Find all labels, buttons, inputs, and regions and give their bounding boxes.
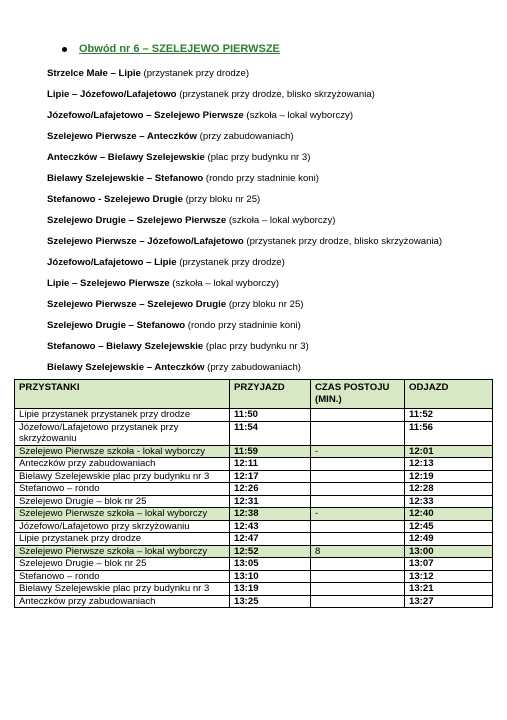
route-detail: (szkoła – lokal wyborczy) (169, 278, 279, 289)
arrival-cell: 12:31 (230, 495, 311, 508)
route-item (47, 151, 497, 172)
route-list (47, 67, 497, 382)
route-detail: (przy bloku nr 25) (226, 299, 304, 310)
departure-cell: 12:45 (405, 520, 493, 533)
route-segment: Szelejewo Pierwsze – Szelejewo Drugie (47, 299, 227, 310)
route-segment: Bielawy Szelejewskie – Stefanowo (47, 173, 204, 184)
arrival-cell: 12:17 (230, 470, 311, 483)
section-heading (62, 43, 280, 55)
route-item (47, 88, 497, 109)
stay-cell (311, 421, 405, 445)
arrival-cell: 12:11 (230, 458, 311, 471)
route-segment: Lipie – Józefowo/Lafajetowo (47, 89, 177, 100)
route-segment: Szelejewo Drugie – Szelejewo Pierwsze (47, 215, 227, 226)
departure-cell: 13:07 (405, 558, 493, 571)
arrival-cell: 13:25 (230, 595, 311, 608)
departure-cell: 12:33 (405, 495, 493, 508)
route-item (47, 109, 497, 130)
stay-cell: - (311, 445, 405, 458)
route-detail: (rondo przy stadninie koni) (203, 173, 319, 184)
departure-cell: 12:01 (405, 445, 493, 458)
route-detail: (przystanek przy drodze) (140, 68, 250, 79)
arrival-cell: 12:26 (230, 483, 311, 496)
route-detail: (przystanek przy drodze, blisko skrzyżowania) (243, 236, 443, 247)
route-segment: Anteczków – Bielawy Szelejewskie (47, 152, 205, 163)
table-row (15, 533, 493, 546)
table-row (15, 545, 493, 558)
route-detail: (przystanek przy drodze, blisko skrzyżowania) (176, 89, 375, 100)
departure-cell: 13:00 (405, 545, 493, 558)
stop-cell: Szelejewo Drugie – blok nr 25 (15, 495, 230, 508)
table-row (15, 470, 493, 483)
route-detail: (plac przy budynku nr 3) (203, 341, 309, 352)
route-segment: Strzelce Małe – Lipie (47, 68, 141, 79)
stay-cell (311, 409, 405, 422)
route-item (47, 214, 497, 235)
route-item (47, 298, 497, 319)
stay-cell (311, 583, 405, 596)
route-segment: Szelejewo Pierwsze – Józefowo/Lafajetowo (47, 236, 244, 247)
stay-cell (311, 470, 405, 483)
route-item (47, 277, 497, 298)
stop-cell: Józefowo/Lafajetowo przystanek przy skrzyżowaniu (15, 421, 230, 445)
stop-cell: Józefowo/Lafajetowo przy skrzyżowaniu (15, 520, 230, 533)
schedule-table (14, 379, 493, 608)
route-detail: (rondo przy stadninie koni) (185, 320, 301, 331)
route-segment: Józefowo/Lafajetowo – Szelejewo Pierwsze (47, 110, 244, 121)
table-row (15, 570, 493, 583)
arrival-cell: 12:47 (230, 533, 311, 546)
stop-cell: Szelejewo Pierwsze szkoła – lokal wyborczy (15, 508, 230, 521)
stop-cell: Szelejewo Drugie – blok nr 25 (15, 558, 230, 571)
route-detail: (przy zabudowaniach) (204, 362, 302, 373)
stop-cell: Bielawy Szelejewskie plac przy budynku nr 3 (15, 470, 230, 483)
route-detail: (przy bloku nr 25) (182, 194, 261, 205)
arrival-cell: 12:52 (230, 545, 311, 558)
route-item (47, 340, 497, 361)
table-row (15, 583, 493, 596)
route-item (47, 256, 497, 277)
table-row (15, 458, 493, 471)
stay-cell: - (311, 508, 405, 521)
table-row (15, 409, 493, 422)
stop-cell: Stefanowo – rondo (15, 483, 230, 496)
route-detail: (przystanek przy drodze) (176, 257, 285, 268)
route-item (47, 235, 497, 256)
stay-cell (311, 558, 405, 571)
arrival-cell: 13:05 (230, 558, 311, 571)
stop-cell: Lipie przystanek przystanek przy drodze (15, 409, 230, 422)
table-row (15, 421, 493, 445)
stop-cell: Lipie przystanek przy drodze (15, 533, 230, 546)
route-detail: (szkoła – lokal wyborczy) (243, 110, 354, 121)
departure-cell: 12:49 (405, 533, 493, 546)
header-departure: ODJAZD (405, 380, 493, 409)
header-stay: CZAS POSTOJU (MIN.) (311, 380, 405, 409)
header-arrival: PRZYJAZD (230, 380, 311, 409)
stay-cell (311, 483, 405, 496)
departure-cell: 12:28 (405, 483, 493, 496)
stay-cell (311, 570, 405, 583)
route-item (47, 193, 497, 214)
table-row (15, 558, 493, 571)
route-segment: Lipie – Szelejewo Pierwsze (47, 278, 170, 289)
departure-cell: 13:21 (405, 583, 493, 596)
stay-cell: 8 (311, 545, 405, 558)
stop-cell: Anteczków przy zabudowaniach (15, 458, 230, 471)
header-stops: PRZYSTANKI (15, 380, 230, 409)
arrival-cell: 11:54 (230, 421, 311, 445)
route-item (47, 130, 497, 151)
departure-cell: 11:56 (405, 421, 493, 445)
stop-cell: Anteczków przy zabudowaniach (15, 595, 230, 608)
route-detail: (przy zabudowaniach) (197, 131, 294, 142)
stay-cell (311, 520, 405, 533)
route-item (47, 172, 497, 193)
stay-cell (311, 533, 405, 546)
arrival-cell: 12:38 (230, 508, 311, 521)
table-row (15, 508, 493, 521)
stop-cell: Stefanowo – rondo (15, 570, 230, 583)
bullet-icon (62, 47, 67, 52)
route-segment: Szelejewo Pierwsze – Anteczków (47, 131, 198, 142)
heading-text: Obwód nr 6 – SZELEJEWO PIERWSZE (79, 43, 280, 55)
stay-cell (311, 458, 405, 471)
table-header-row (15, 380, 493, 409)
route-segment: Stefanowo – Bielawy Szelejewskie (47, 341, 204, 352)
stay-cell (311, 495, 405, 508)
departure-cell: 11:52 (405, 409, 493, 422)
route-segment: Józefowo/Lafajetowo – Lipie (47, 257, 177, 268)
route-segment: Stefanowo - Szelejewo Drugie (47, 194, 183, 205)
arrival-cell: 12:43 (230, 520, 311, 533)
stop-cell: Szelejewo Pierwsze szkoła – lokal wyborczy (15, 545, 230, 558)
table-row (15, 495, 493, 508)
arrival-cell: 11:59 (230, 445, 311, 458)
departure-cell: 13:27 (405, 595, 493, 608)
route-detail: (plac przy budynku nr 3) (204, 152, 311, 163)
route-detail: (szkoła – lokal wyborczy) (226, 215, 336, 226)
route-segment: Szelejewo Drugie – Stefanowo (47, 320, 186, 331)
route-item (47, 67, 497, 88)
table-row (15, 483, 493, 496)
route-segment: Bielawy Szelejewskie – Anteczków (47, 362, 205, 373)
table-row (15, 445, 493, 458)
arrival-cell: 13:19 (230, 583, 311, 596)
departure-cell: 12:19 (405, 470, 493, 483)
table-row (15, 595, 493, 608)
arrival-cell: 11:50 (230, 409, 311, 422)
table-row (15, 520, 493, 533)
route-item (47, 319, 497, 340)
departure-cell: 12:40 (405, 508, 493, 521)
stop-cell: Bielawy Szelejewskie plac przy budynku nr 3 (15, 583, 230, 596)
departure-cell: 12:13 (405, 458, 493, 471)
arrival-cell: 13:10 (230, 570, 311, 583)
stop-cell: Szelejewo Pierwsze szkoła - lokal wyborczy (15, 445, 230, 458)
departure-cell: 13:12 (405, 570, 493, 583)
stay-cell (311, 595, 405, 608)
